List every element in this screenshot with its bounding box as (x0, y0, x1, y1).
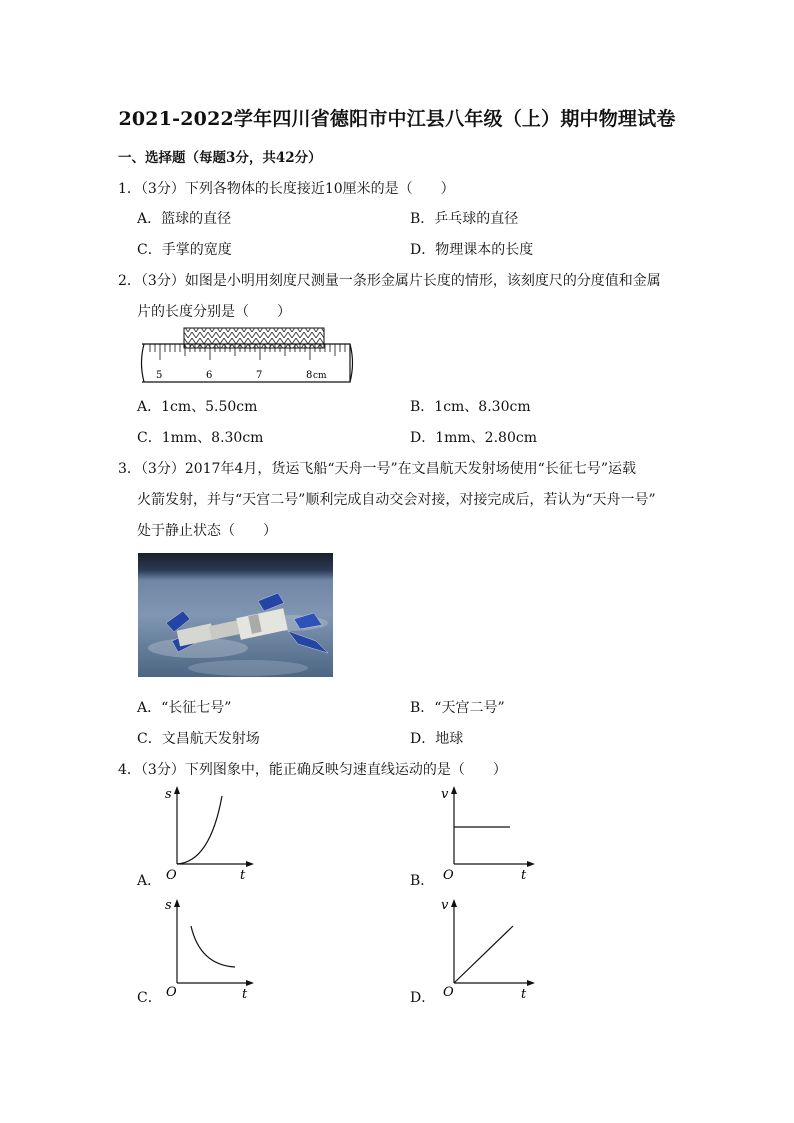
q3-option-a[interactable]: A．“长征七号” (137, 700, 232, 716)
q4-option-c[interactable]: C． (137, 990, 162, 1006)
ruler-label-8: 8 (306, 370, 313, 381)
graph-d-yvar: v (441, 898, 449, 913)
graph-c-xvar: t (242, 987, 248, 1002)
ruler-label-5: 5 (156, 370, 163, 381)
graph-b-yvar: v (441, 787, 449, 802)
graph-a-xvar: t (240, 868, 246, 883)
section-heading: 一、选择题（每题3分，共42分） (118, 150, 322, 166)
question-4-stem: 4．（3分）下列图象中，能正确反映匀速直线运动的是（ ） (118, 762, 507, 778)
q3-option-c[interactable]: C．文昌航天发射场 (137, 731, 260, 747)
graph-d-xvar: t (521, 987, 527, 1002)
q2-option-d[interactable]: D．1mm、2.80cm (410, 430, 537, 446)
graph-b (437, 784, 542, 884)
q2-option-b[interactable]: B．1cm、8.30cm (410, 399, 531, 415)
graph-c-curve (191, 926, 235, 967)
graph-d-origin: O (443, 985, 454, 1000)
question-3-stem-line3: 处于静止状态（ ） (137, 523, 277, 539)
q4-option-d[interactable]: D． (410, 990, 436, 1006)
page-title: 2021-2022学年四川省德阳市中江县八年级（上）期中物理试卷 (118, 108, 676, 130)
question-3-stem-line1: 3．（3分）2017年4月，货运飞船“天舟一号”在文昌航天发射场使用“长征七号”运载 (118, 461, 636, 477)
q3-option-d[interactable]: D．地球 (410, 731, 464, 747)
q3-option-b[interactable]: B．“天宫二号” (410, 700, 505, 716)
graph-c (160, 895, 260, 1003)
graph-a-origin: O (166, 868, 177, 883)
spacecraft-photo (138, 553, 333, 677)
graph-a-curve (177, 796, 222, 864)
question-2-stem-line2: 片的长度分别是（ ） (137, 304, 291, 320)
ruler-unit: cm (313, 371, 327, 381)
q4-option-a[interactable]: A． (137, 873, 162, 889)
question-3-stem-line2: 火箭发射，并与“天宫二号”顺利完成自动交会对接，对接完成后，若认为“天舟一号” (137, 492, 656, 508)
q1-option-d[interactable]: D．物理课本的长度 (410, 242, 534, 258)
graph-c-yvar: s (165, 898, 172, 913)
ruler-label-7: 7 (256, 370, 263, 381)
graph-c-origin: O (166, 985, 177, 1000)
q2-option-a[interactable]: A．1cm、5.50cm (137, 399, 258, 415)
q2-option-c[interactable]: C．1mm、8.30cm (137, 430, 264, 446)
q1-option-c[interactable]: C．手掌的宽度 (137, 242, 232, 258)
ruler-label-6: 6 (206, 370, 213, 381)
ruler-diagram (140, 326, 356, 386)
graph-b-xvar: t (521, 868, 527, 883)
graph-a (160, 784, 260, 884)
question-2-stem-line1: 2．（3分）如图是小明用刻度尺测量一条形金属片长度的情形，该刻度尺的分度值和金属 (118, 273, 661, 289)
graph-a-yvar: s (165, 787, 172, 802)
graph-d-line (454, 926, 513, 983)
graph-d (437, 895, 542, 1003)
q1-option-b[interactable]: B．乒乓球的直径 (410, 211, 519, 227)
q4-option-b[interactable]: B． (410, 873, 435, 889)
question-1-stem: 1．（3分）下列各物体的长度接近10厘米的是（ ） (118, 181, 455, 197)
q1-option-a[interactable]: A．篮球的直径 (137, 211, 232, 227)
graph-b-origin: O (443, 868, 454, 883)
